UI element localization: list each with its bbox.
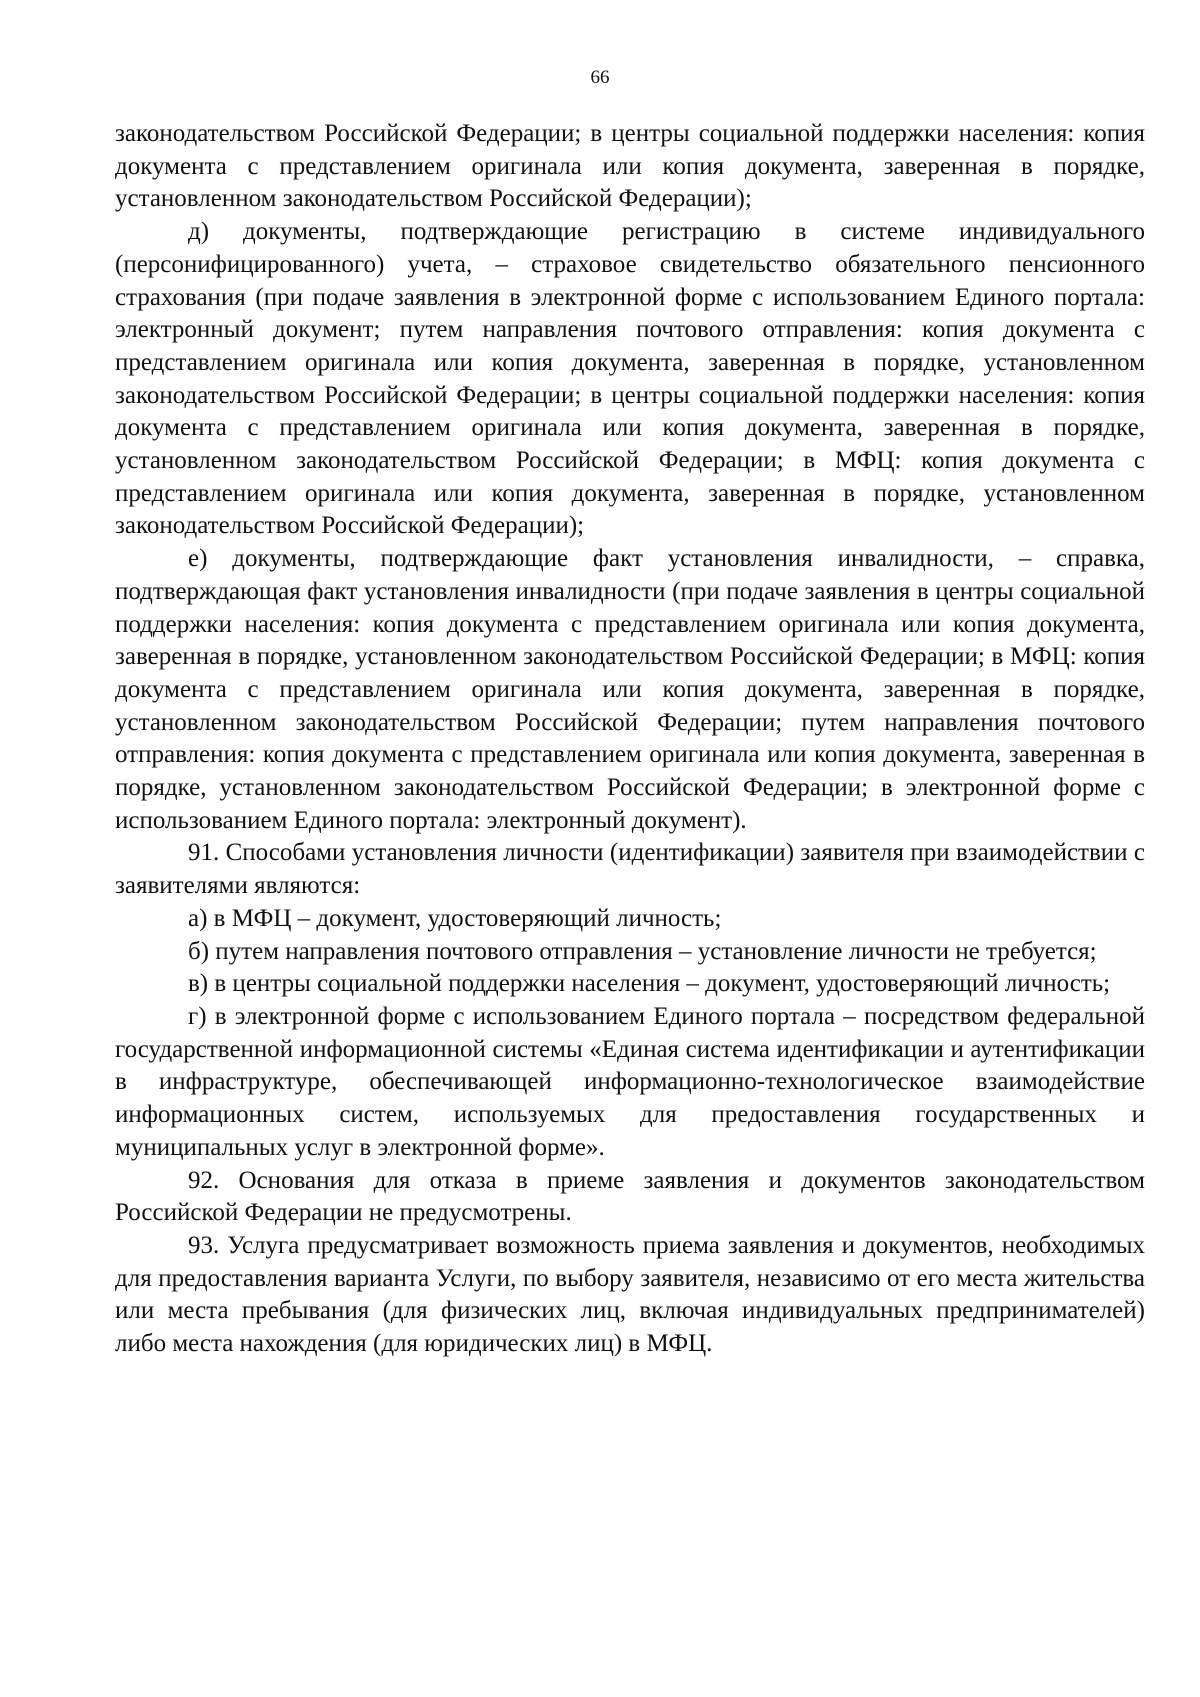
paragraph-91-b: б) путем направления почтового отправления – установление личности не требуется;	[188, 937, 1097, 965]
paragraph-92: 92. Основания для отказа в приеме заявления и документов законодательством Российской Федерации не предусмотрены.	[115, 1166, 1145, 1227]
paragraph-93: 93. Услуга предусматривает возможность приема заявления и документов, необходимых для предоставления варианта Услуги, по выбору заявителя, независимо от его места жительства или места пребывания (для физических лиц, включая индивидуальных предпринимателей) либо места нахождения (для юридических лиц) в МФЦ.	[115, 1231, 1145, 1358]
paragraph-91-a: а) в МФЦ – документ, удостоверяющий личность;	[188, 904, 722, 932]
page-number: 66	[590, 67, 610, 88]
paragraph-91: 91. Способами установления личности (идентификации) заявителя при взаимодействии с заявителями являются:	[115, 839, 1145, 900]
paragraph-continuation: законодательством Российской Федерации; в центры социальной поддержки населения: копия документа с представлением оригинала или копия документа, заверенная в порядке, установленном законодательством Российской Федерации);	[115, 120, 1145, 213]
document-body	[115, 118, 1145, 1361]
paragraph-91-g: г) в электронной форме с использованием Единого портала – посредством федеральной государственной информационной системы «Единая система идентификации и аутентификации в инфраструктуре, обеспечивающей информационно-технологическое взаимодействие информационных систем, используемых для предоставления государственных и муниципальных услуг в электронной форме».	[115, 1002, 1145, 1161]
paragraph-item-d: д) документы, подтверждающие регистрацию в системе индивидуального (персонифицированного) учета, – страховое свидетельство обязательного пенсионного страхования (при подаче заявления в электронной форме с использованием Единого портала: электронный документ; путем направления почтового отправления: копия документа с представлением оригинала или копия документа, заверенная в порядке, установленном законодательством Российской Федерации; в центры социальной поддержки населения: копия документа с представлением оригинала или копия документа, заверенная в порядке, установленном законодательством Российской Федерации; в МФЦ: копия документа с представлением оригинала или копия документа, заверенная в порядке, установленном законодательством Российской Федерации);	[115, 218, 1145, 540]
paragraph-item-e: е) документы, подтверждающие факт установления инвалидности, – справка, подтверждающая факт установления инвалидности (при подаче заявления в центры социальной поддержки населения: копия документа с представлением оригинала или копия документа, заверенная в порядке, установленном законодательством Российской Федерации; в МФЦ: копия документа с представлением оригинала или копия документа, заверенная в порядке, установленном законодательством Российской Федерации; путем направления почтового отправления: копия документа с представлением оригинала или копия документа, заверенная в порядке, установленном законодательством Российской Федерации; в электронной форме с использованием Единого портала: электронный документ).	[115, 545, 1145, 834]
paragraph-91-v: в) в центры социальной поддержки населения – документ, удостоверяющий личность;	[188, 970, 1111, 998]
